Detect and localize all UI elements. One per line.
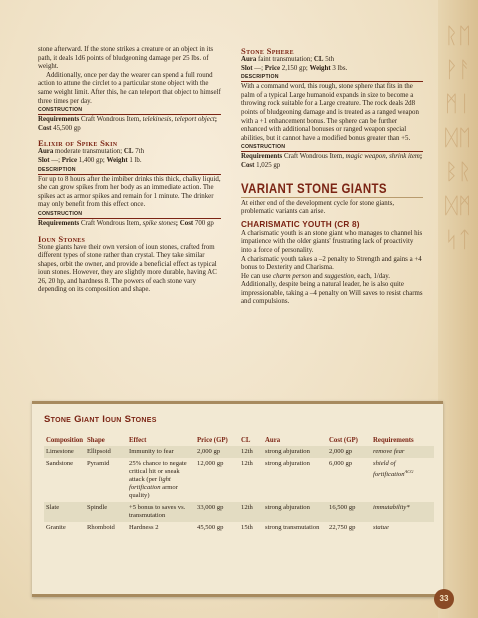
decorative-rune-border [438,0,478,618]
left-column [38,46,221,295]
column-header: Cost (GP) [329,437,358,444]
table-cell: 2,000 gp [327,446,371,458]
table-cell: 45,500 gp [197,524,224,531]
table-cell: Pyramid [87,460,110,467]
circlet-requirements: Requirements Craft Wondrous Item, telekinesis, teleport object; Cost 45,500 gp [38,116,218,132]
construction-label: CONSTRUCTION [38,211,221,219]
elixir-title: Elixir of Spike Skin [38,138,118,149]
table-cell: remove fear [371,446,434,458]
description-label: DESCRIPTION [241,74,423,82]
table-cell: 12,000 gp [197,460,224,467]
sphere-requirements: Requirements Craft Wondrous Item, magic weapon, shrink item; Cost 1,025 gp [241,153,423,169]
table-cell: Ellipsoid [85,446,127,458]
column-header: CL [241,437,251,444]
circlet-desc-continued: stone afterward. If the stone strikes a creature or an object in its path, it deals 1d6 points of bludgeoning damage per 25 lbs. of weight. [38,46,214,71]
ioun-stones-title: Ioun Stones [38,233,86,244]
column-header: Shape [87,437,105,444]
table-title: Stone Giant Ioun Stones [44,414,157,425]
page-number-badge: 33 [434,589,454,609]
ioun-stones-table [44,436,434,534]
table-cell: strong transmutation [265,524,320,531]
table-cell: statue [373,524,389,531]
column-header: Requirements [373,437,414,444]
table-cell: 2,000 gp [195,446,239,458]
elixir-slot-line: Slot —; Price 1,400 gp; Weight 1 lb. [38,156,142,164]
table-cell: Rhomboid [87,524,115,531]
variant-stone-giants-heading: VARIANT STONE GIANTS [241,179,387,196]
table-cell: 15th [241,524,253,531]
variant-intro: At either end of the development cycle for stone giants, problematic variants can arise. [241,199,395,216]
table-cell: shield of fortification$^{ACG}$ [373,460,414,479]
table-row [44,458,434,502]
table-row [44,502,434,522]
charismatic-youth-heading: CHARISMATIC YOUTH (CR 8) [241,219,360,229]
rune-glyphs: ᚱᛖᚹᚨᛗᛁᛞᛖᛒᚱᛞᛗᛋᛏ [444,24,472,253]
table-cell: Sandstone [46,460,74,467]
sphere-aura-line: Aura faint transmutation; CL 5th [241,56,335,63]
table-cell: 22,750 gp [329,524,356,531]
description-label: DESCRIPTION [38,167,221,175]
ioun-stones-description: Stone giants have their own version of ioun stones, crafted from different types of stone rather than crystal. They take similar shapes, orbit the owner, and provide a beneficial effect as typical ioun stones. However, they are slightly more durable, having AC 26, 20 hp, and hardness 8. The powers of each stone vary depending on its composition and shape. [38,243,217,294]
youth-paragraph-2: A charismatic youth takes a –2 penalty to Strength and gains a +4 bonus to Dexterity and Charisma. [241,255,422,272]
youth-paragraph-3: He can use charm person and suggestion, each, 1/day. [241,272,391,280]
table-cell: Slate [44,502,85,522]
table-cell: Spindle [85,502,127,522]
column-header: Composition [46,437,84,444]
right-column [241,46,423,307]
table-cell: strong abjuration [265,460,310,467]
youth-paragraph-1: A charismatic youth is an stone giant who manages to channel his impatience with the older giants' frustrating lack of proactivity into a force of personality. [241,229,423,254]
column-header: Aura [265,437,281,444]
table-cell: strong abjuration [263,446,327,458]
column-header: Price (GP) [197,437,228,444]
table-cell: 16,500 gp [327,502,371,522]
elixir-description: For up to 8 hours after the imbiber drinks this thick, chalky liquid, she can grow spikes from her body as an immediate action. The spikes act as armor spikes and remain for 1 minute. The drinker may only benefit from this effect once. [38,175,221,209]
table-cell: Granite [46,524,66,531]
elixir-requirements: Requirements Craft Wondrous Item, spike stones; Cost 700 gp [38,219,214,227]
table-row [44,446,434,458]
table-row [44,522,434,534]
construction-label: CONSTRUCTION [38,107,221,115]
table-header-row [44,436,434,446]
heading-rule [241,197,423,198]
table-cell: Hardness 2 [129,524,159,531]
table-cell: immutability* [371,502,434,522]
elixir-aura-line: Aura moderate transmutation; CL 7th [38,148,145,156]
table-cell: strong abjuration [263,502,327,522]
sphere-slot-line: Slot —; Price 2,150 gp; Weight 3 lbs. [241,64,348,72]
ioun-stones-sidebar [32,401,443,597]
table-cell: Limestone [44,446,85,458]
table-cell: 33,000 gp [195,502,239,522]
table-cell: 12th [241,460,253,467]
table-cell: Immunity to fear [127,446,195,458]
table-cell: 25% chance to negate critical hit or sneak attack (per light fortification armor quality) [129,460,187,499]
construction-label: CONSTRUCTION [241,144,423,152]
youth-paragraph-4: Additionally, despite being a natural leader, he is also quite impressionable, taking a –4 penalty on Will saves to resist charms and compulsions. [241,281,423,306]
table-cell: 12th [239,446,263,458]
stone-sphere-title: Stone Sphere [241,46,294,56]
table-cell: +5 bonus to saves vs. transmutation [127,502,195,522]
sphere-description: With a command word, this rough, stone sphere that fits in the palm of a typical Large humanoid expands in size to become a throwing rock suitable for a Large creature. The rock deals 2d8 points of bludgeoning damage and is treated as a ranged weapon with a +1 enhancement bonus. The sphere can be further enhanced with additional bonuses or ranged weapon special abilities, but it cannot have a modified bonus greater than +5. [241,83,419,142]
table-cell: 12th [239,502,263,522]
table-cell: 6,000 gp [329,460,353,467]
circlet-desc-attune: Additionally, once per day the wearer can spend a full round action to attune the circlet to a particular stone object with the same weight limit. After this, he can teleport that object to himself three times per day. [38,71,221,105]
column-header: Effect [129,437,147,444]
